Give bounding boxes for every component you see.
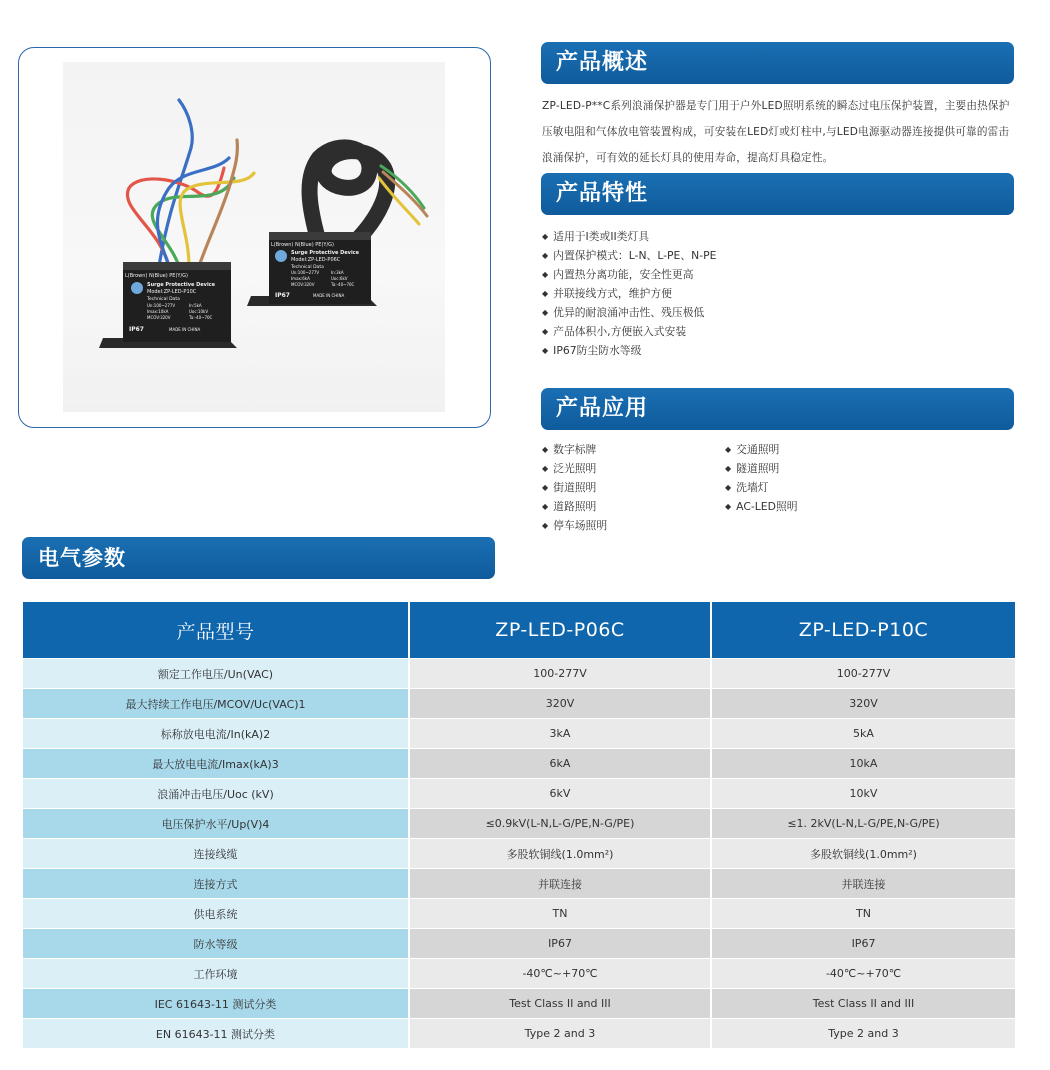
param-name: 浪涌冲击电压/Uoc (kV) bbox=[23, 779, 409, 809]
param-value: 10kV bbox=[711, 779, 1015, 809]
param-value: Type 2 and 3 bbox=[409, 1019, 711, 1049]
left-label-spec: Imax:10kA bbox=[147, 309, 169, 314]
left-label-model: Model:ZP-LED-P10C bbox=[147, 289, 197, 295]
param-value: ≤1. 2kV(L-N,L-G/PE,N-G/PE) bbox=[711, 809, 1015, 839]
overview-text: ZP-LED-P**C系列浪涌保护器是专门用于户外LED照明系统的瞬态过电压保护装置，主要由热保护压敏电阻和气体放电管装置构成，可安装在LED灯或灯柱中,与LED电源驱动器连接提供可靠的雷击浪涌保护，可有效的延长灯具的使用寿命，提高灯具稳定性。 bbox=[542, 100, 1010, 164]
electrical-title: 电气参数 bbox=[38, 546, 126, 570]
list-item bbox=[542, 246, 717, 265]
param-name: IEC 61643-11 测试分类 bbox=[23, 989, 409, 1019]
bullet-icon: ◆ bbox=[725, 445, 732, 454]
param-value: IP67 bbox=[711, 929, 1015, 959]
right-label-model: Model:ZP-LED-P06C bbox=[291, 257, 341, 263]
bullet-icon: ◆ bbox=[542, 445, 549, 454]
bullet-icon: ◆ bbox=[542, 483, 549, 492]
list-item-text: 并联接线方式，维护方便 bbox=[553, 287, 672, 300]
brand-logo-icon bbox=[131, 282, 143, 294]
list-item bbox=[542, 322, 717, 341]
left-label-spec: MCOV:320V bbox=[147, 315, 171, 320]
list-item bbox=[542, 227, 717, 246]
param-name: 连接方式 bbox=[23, 869, 409, 899]
list-item bbox=[542, 341, 717, 360]
param-value: 5kA bbox=[711, 719, 1015, 749]
left-label-spec: Ta:-40~70C bbox=[189, 315, 213, 320]
left-label-spec: In:5kA bbox=[189, 303, 202, 308]
list-item-text: 交通照明 bbox=[736, 443, 780, 456]
param-value: 多股软铜线(1.0mm²) bbox=[409, 839, 711, 869]
list-item bbox=[725, 478, 798, 497]
bullet-icon: ◆ bbox=[725, 483, 732, 492]
list-item-text: 优异的耐浪涌冲击性、残压极低 bbox=[553, 306, 705, 319]
bullet-icon: ◆ bbox=[542, 346, 549, 355]
list-item-text: 隧道照明 bbox=[736, 462, 780, 475]
list-item-text: 适用于I类或II类灯具 bbox=[553, 230, 650, 243]
bullet-icon: ◆ bbox=[542, 502, 549, 511]
list-item bbox=[542, 459, 607, 478]
param-value: 10kA bbox=[711, 749, 1015, 779]
param-value: 320V bbox=[409, 689, 711, 719]
header-model-p10c: ZP-LED-P10C bbox=[711, 602, 1015, 659]
param-value: ≤0.9kV(L-N,L-G/PE,N-G/PE) bbox=[409, 809, 711, 839]
param-value: 多股软铜线(1.0mm²) bbox=[711, 839, 1015, 869]
bullet-icon: ◆ bbox=[542, 270, 549, 279]
table-header-row bbox=[23, 602, 1015, 659]
features-list bbox=[542, 227, 717, 360]
left-label-tech: Technical Data bbox=[147, 297, 180, 302]
bullet-icon: ◆ bbox=[725, 502, 732, 511]
param-value: -40℃~+70℃ bbox=[409, 959, 711, 989]
overview-title: 产品概述 bbox=[556, 50, 649, 75]
bullet-icon: ◆ bbox=[542, 251, 549, 260]
table-row bbox=[23, 749, 1015, 779]
table-row bbox=[23, 959, 1015, 989]
applications-banner bbox=[541, 388, 1014, 430]
right-label-spec: Imax:6kA bbox=[291, 276, 310, 281]
list-item bbox=[542, 284, 717, 303]
param-name: 电压保护水平/Up(V)4 bbox=[23, 809, 409, 839]
list-item-text: 数字标牌 bbox=[553, 443, 597, 456]
applications-list-left bbox=[542, 440, 607, 535]
right-label-spec: MCOV:320V bbox=[291, 282, 315, 287]
left-label-made: MADE IN CHINA bbox=[169, 327, 201, 332]
bullet-icon: ◆ bbox=[542, 327, 549, 336]
header-model-label: 产品型号 bbox=[23, 602, 409, 659]
list-item-text: 道路照明 bbox=[553, 500, 597, 513]
list-item-text: 街道照明 bbox=[553, 481, 597, 494]
list-item bbox=[725, 497, 798, 516]
left-label-ip: IP67 bbox=[129, 326, 144, 333]
table-row bbox=[23, 899, 1015, 929]
bullet-icon: ◆ bbox=[542, 308, 549, 317]
param-value: 并联连接 bbox=[409, 869, 711, 899]
surge-device-illustration bbox=[19, 48, 491, 428]
table-row bbox=[23, 929, 1015, 959]
param-value: 6kV bbox=[409, 779, 711, 809]
table-row bbox=[23, 659, 1015, 689]
list-item bbox=[725, 459, 798, 478]
param-name: 标称放电电流/In(kA)2 bbox=[23, 719, 409, 749]
param-name: 最大持续工作电压/MCOV/Uc(VAC)1 bbox=[23, 689, 409, 719]
overview-banner bbox=[541, 42, 1014, 84]
param-value: IP67 bbox=[409, 929, 711, 959]
bullet-icon: ◆ bbox=[725, 464, 732, 473]
right-label-brand: Surge Protective Device bbox=[291, 250, 360, 256]
right-label-spec: Un:100~277V bbox=[291, 270, 320, 275]
bullet-icon: ◆ bbox=[542, 464, 549, 473]
param-value: Type 2 and 3 bbox=[711, 1019, 1015, 1049]
list-item bbox=[542, 478, 607, 497]
list-item bbox=[542, 516, 607, 535]
param-value: 6kA bbox=[409, 749, 711, 779]
param-value: 3kA bbox=[409, 719, 711, 749]
param-name: 供电系统 bbox=[23, 899, 409, 929]
param-value: TN bbox=[711, 899, 1015, 929]
left-label-spec: Un:100~277V bbox=[147, 303, 176, 308]
table-row bbox=[23, 989, 1015, 1019]
list-item bbox=[725, 440, 798, 459]
param-value: 320V bbox=[711, 689, 1015, 719]
header-model-p06c: ZP-LED-P06C bbox=[409, 602, 711, 659]
param-name: 最大放电电流/Imax(kA)3 bbox=[23, 749, 409, 779]
list-item bbox=[542, 265, 717, 284]
right-device-cable bbox=[310, 147, 427, 243]
features-banner bbox=[541, 173, 1014, 215]
table-row bbox=[23, 839, 1015, 869]
param-value: -40℃~+70℃ bbox=[711, 959, 1015, 989]
param-value: Test Class II and III bbox=[409, 989, 711, 1019]
right-label-spec: Uoc:6kV bbox=[331, 276, 348, 281]
electrical-banner bbox=[22, 537, 495, 579]
list-item-text: 内置热分离功能，安全性更高 bbox=[553, 268, 694, 281]
left-device-wires bbox=[127, 100, 254, 266]
left-label-spec: Uoc:10kV bbox=[189, 309, 209, 314]
param-value: Test Class II and III bbox=[711, 989, 1015, 1019]
bullet-icon: ◆ bbox=[542, 521, 549, 530]
right-label-ip: IP67 bbox=[275, 292, 290, 299]
right-label-spec: Ta:-40~70C bbox=[331, 282, 355, 287]
list-item-text: 停车场照明 bbox=[553, 519, 608, 532]
param-name: EN 61643-11 测试分类 bbox=[23, 1019, 409, 1049]
list-item-text: 内置保护模式：L-N、L-PE、N-PE bbox=[553, 249, 717, 262]
right-label-terminals: L(Brown) N(Blue) PE(Y/G) bbox=[271, 242, 334, 248]
electrical-spec-table bbox=[23, 602, 1015, 1048]
applications-title: 产品应用 bbox=[556, 396, 649, 421]
brand-logo-icon bbox=[275, 250, 287, 262]
param-name: 工作环境 bbox=[23, 959, 409, 989]
applications-list-right bbox=[725, 440, 798, 516]
param-value: 并联连接 bbox=[711, 869, 1015, 899]
left-label-brand: Surge Protective Device bbox=[147, 282, 216, 288]
param-value: 100-277V bbox=[711, 659, 1015, 689]
right-label-tech: Technical Data bbox=[291, 265, 324, 270]
list-item bbox=[542, 440, 607, 459]
param-name: 连接线缆 bbox=[23, 839, 409, 869]
features-title: 产品特性 bbox=[556, 181, 649, 206]
param-value: 100-277V bbox=[409, 659, 711, 689]
list-item bbox=[542, 497, 607, 516]
list-item bbox=[542, 303, 717, 322]
list-item-text: 产品体积小,方便嵌入式安装 bbox=[553, 325, 687, 338]
product-photo bbox=[18, 47, 491, 428]
table-row bbox=[23, 1019, 1015, 1049]
bullet-icon: ◆ bbox=[542, 232, 549, 241]
param-value: TN bbox=[409, 899, 711, 929]
list-item-text: IP67防尘防水等级 bbox=[553, 344, 642, 357]
table-row bbox=[23, 869, 1015, 899]
left-label-terminals: L(Brown) N(Blue) PE(Y/G) bbox=[125, 273, 188, 279]
list-item-text: 洗墙灯 bbox=[736, 481, 769, 494]
table-row bbox=[23, 719, 1015, 749]
bullet-icon: ◆ bbox=[542, 289, 549, 298]
list-item-text: AC-LED照明 bbox=[736, 500, 798, 513]
table-row bbox=[23, 779, 1015, 809]
param-name: 额定工作电压/Un(VAC) bbox=[23, 659, 409, 689]
right-label-made: MADE IN CHINA bbox=[313, 293, 345, 298]
table-row bbox=[23, 689, 1015, 719]
right-label-spec: In:3kA bbox=[331, 270, 344, 275]
table-row bbox=[23, 809, 1015, 839]
param-name: 防水等级 bbox=[23, 929, 409, 959]
list-item-text: 泛光照明 bbox=[553, 462, 597, 475]
